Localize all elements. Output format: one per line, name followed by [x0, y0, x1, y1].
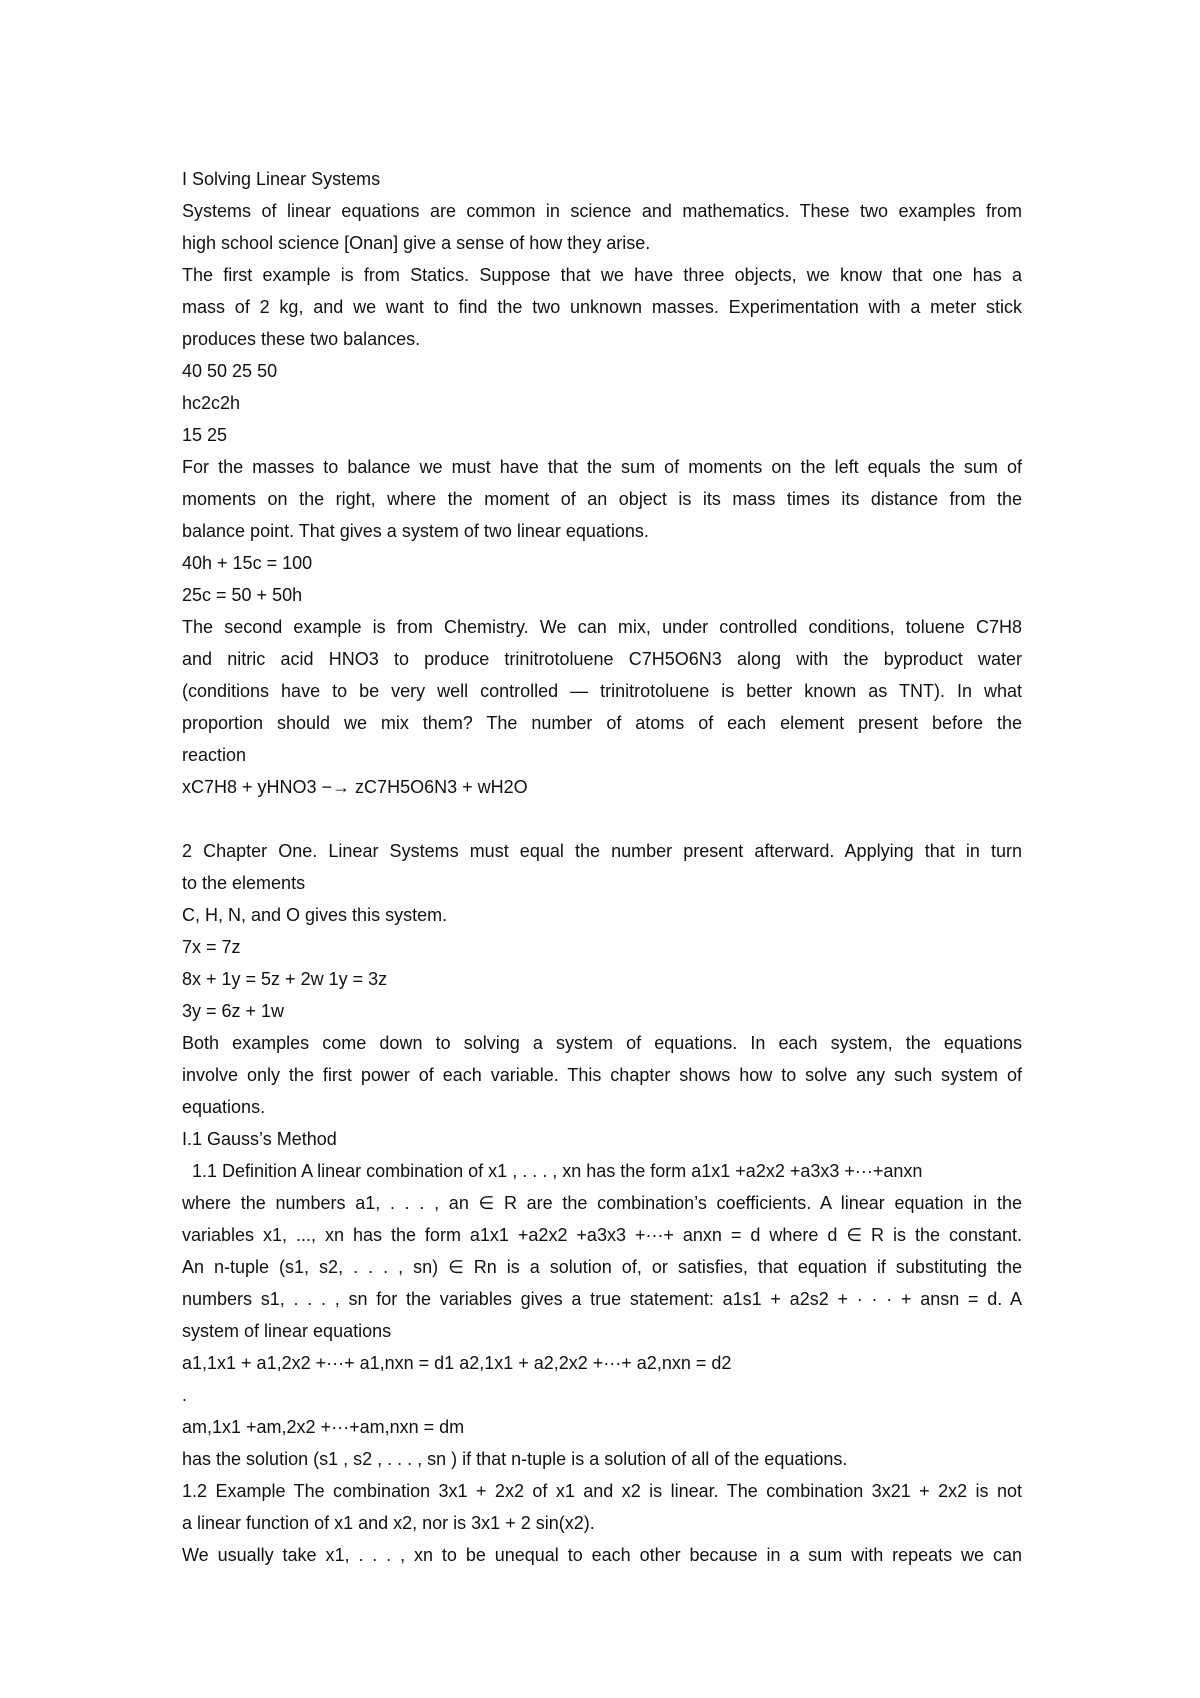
text-line: We usually take x1, . . . , xn to be unequal to each other because in a sum with repeats we can — [182, 1545, 1022, 1565]
text-line: The first example is from Statics. Suppose that we have three objects, we know that one has a — [182, 265, 1022, 285]
reaction-equation: xC7H8 + yHNO3 −→ zC7H5O6N3 + wH2O — [182, 777, 528, 797]
balance-values-line: 15 25 — [182, 425, 228, 445]
text-line: proportion should we mix them? The number of atoms of each element present before the — [182, 713, 1022, 733]
text-line: involve only the first power of each variable. This chapter shows how to solve any such system of — [182, 1065, 1022, 1085]
text-line: An n-tuple (s1, s2, . . . , sn) ∈ Rn is a solution of, or satisfies, that equation if substituting the — [182, 1257, 1022, 1277]
text-line: (conditions have to be very well controlled — trinitrotoluene is better known as TNT). In what — [182, 681, 1022, 701]
text-line: where the numbers a1, . . . , an ∈ R are the combination’s coefficients. A linear equation in the — [182, 1193, 1022, 1213]
text-line: Both examples come down to solving a system of equations. In each system, the equations — [182, 1033, 1022, 1053]
text-line: produces these two balances. — [182, 329, 421, 349]
equation-line: 8x + 1y = 5z + 2w 1y = 3z — [182, 969, 388, 989]
equation-line: 25c = 50 + 50h — [182, 585, 303, 605]
section-heading: I.1 Gauss’s Method — [182, 1129, 337, 1149]
equation-line: 3y = 6z + 1w — [182, 1001, 285, 1021]
text-line: 2 Chapter One. Linear Systems must equal the number present afterward. Applying that in turn — [182, 841, 1022, 861]
text-line: equations. — [182, 1097, 266, 1117]
text-line: balance point. That gives a system of two linear equations. — [182, 521, 649, 541]
equation-line: am,1x1 +am,2x2 +···+am,nxn = dm — [182, 1417, 465, 1437]
text-line: variables x1, ..., xn has the form a1x1 +a2x2 +a3x3 +···+ anxn = d where d ∈ R is the constant. — [182, 1225, 1022, 1245]
text-line: moments on the right, where the moment of an object is its mass times its distance from the — [182, 489, 1022, 509]
text-line: mass of 2 kg, and we want to find the two unknown masses. Experimentation with a meter stick — [182, 297, 1022, 317]
text-line: and nitric acid HNO3 to produce trinitrotoluene C7H5O6N3 along with the byproduct water — [182, 649, 1022, 669]
example-line: 1.2 Example The combination 3x1 + 2x2 of x1 and x2 is linear. The combination 3x21 + 2x2 is not — [182, 1481, 1022, 1501]
equation-line: 40h + 15c = 100 — [182, 553, 313, 573]
text-line: reaction — [182, 745, 247, 765]
section-heading: I Solving Linear Systems — [182, 169, 381, 189]
document-body — [182, 163, 1022, 1571]
text-line: numbers s1, . . . , sn for the variables gives a true statement: a1s1 + a2s2 + · · · + ansn = d. A — [182, 1289, 1022, 1309]
equation-line: 7x = 7z — [182, 937, 241, 957]
text-line: has the solution (s1 , s2 , . . . , sn ) if that n-tuple is a solution of all of the equations. — [182, 1449, 848, 1469]
text-line: a linear function of x1 and x2, nor is 3x1 + 2 sin(x2). — [182, 1513, 595, 1533]
equation-line: a1,1x1 + a1,2x2 +···+ a1,nxn = d1 a2,1x1 + a2,2x2 +···+ a2,nxn = d2 — [182, 1353, 732, 1373]
ellipsis-dot: . — [182, 1385, 188, 1405]
text-line: For the masses to balance we must have that the sum of moments on the left equals the sum of — [182, 457, 1022, 477]
text-line: C, H, N, and O gives this system. — [182, 905, 448, 925]
text-line: Systems of linear equations are common in science and mathematics. These two examples from — [182, 201, 1022, 221]
text-line: The second example is from Chemistry. We can mix, under controlled conditions, toluene C7H8 — [182, 617, 1022, 637]
text-line: system of linear equations — [182, 1321, 392, 1341]
text-line: to the elements — [182, 873, 306, 893]
balance-labels-line: hc2c2h — [182, 393, 241, 413]
text-line: high school science [Onan] give a sense of how they arise. — [182, 233, 651, 253]
definition-line: 1.1 Definition A linear combination of x1 , . . . , xn has the form a1x1 +a2x2 +a3x3 +···+anxn — [192, 1161, 923, 1181]
blank-line — [182, 803, 1022, 835]
balance-values-line: 40 50 25 50 — [182, 361, 278, 381]
